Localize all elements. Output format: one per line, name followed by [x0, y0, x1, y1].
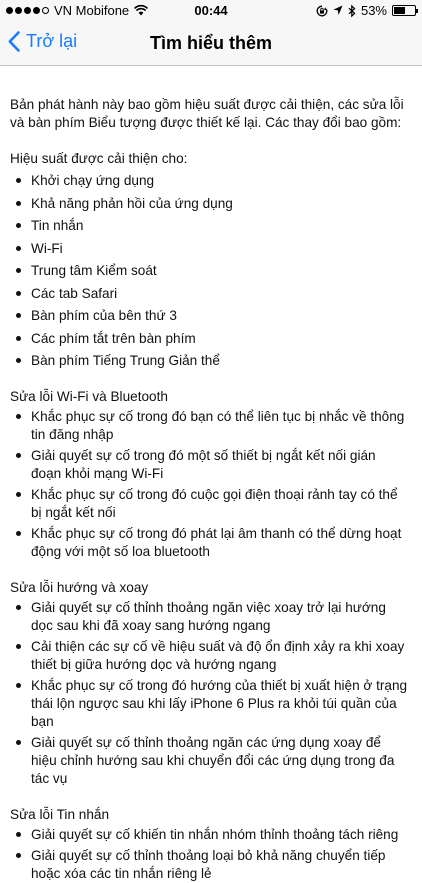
list-item: Tin nhắn — [10, 217, 408, 235]
navigation-bar — [0, 22, 422, 66]
bullet-list — [10, 172, 408, 370]
section-title: Sửa lỗi Tin nhắn — [10, 807, 110, 822]
list-item: Wi-Fi — [10, 240, 408, 258]
list-item: Bàn phím Tiếng Trung Giản thể — [10, 352, 408, 370]
list-item: Trung tâm Kiểm soát — [10, 262, 408, 280]
bullet-list — [10, 599, 408, 788]
section-title: Hiệu suất được cải thiện cho: — [10, 151, 188, 166]
section-performance — [10, 150, 408, 370]
battery-icon — [392, 5, 416, 16]
section-wifi-bluetooth — [10, 388, 408, 561]
intro-text: Bản phát hành này bao gồm hiệu suất được cải thiện, các sửa lỗi và bàn phím Biểu tượng được thiết kế lại. Các thay đổi bao gồm: — [10, 97, 404, 130]
status-right — [316, 3, 416, 18]
list-item: Giải quyết sự cố thỉnh thoảng ngăn các ứng dụng xoay để hiệu chỉnh hướng sau khi chuyển đổi các ứng dụng trong đa tác vụ — [10, 734, 408, 788]
section-messages — [10, 806, 408, 883]
list-item: Các tab Safari — [10, 285, 408, 303]
section-orientation — [10, 579, 408, 788]
back-label: Trở lại — [26, 31, 78, 51]
carrier-name: VN Mobifone — [54, 3, 130, 18]
list-item: Bàn phím của bên thứ 3 — [10, 307, 408, 325]
battery-percent: 53% — [360, 3, 387, 18]
status-time: 00:44 — [194, 3, 228, 18]
bullet-list — [10, 826, 408, 883]
list-item: Khắc phục sự cố trong đó phát lại âm thanh có thể dừng hoạt động với một số loa bluetooth — [10, 525, 408, 561]
list-item: Cải thiện các sự cố về hiệu suất và độ ổn định xảy ra khi xoay thiết bị giữa hướng dọc và hướng ngang — [10, 638, 408, 674]
page-title: Tìm hiểu thêm — [149, 33, 272, 53]
list-item: Giải quyết sự cố thỉnh thoảng loại bỏ khả năng chuyển tiếp hoặc xóa các tin nhắn riêng lẻ — [10, 847, 408, 883]
list-item: Khắc phục sự cố trong đó cuộc gọi điện thoại rảnh tay có thể bị ngắt kết nối — [10, 486, 408, 522]
list-item: Giải quyết sự cố khiến tin nhắn nhóm thỉnh thoảng tách riêng — [10, 826, 408, 844]
list-item: Khởi chạy ứng dụng — [10, 172, 408, 190]
orientation-lock-icon — [316, 5, 328, 17]
bullet-list — [10, 408, 408, 561]
release-notes[interactable] — [0, 66, 422, 881]
bluetooth-icon — [348, 5, 356, 17]
list-item: Các phím tắt trên bàn phím — [10, 330, 408, 348]
location-icon — [333, 5, 343, 16]
list-item: Giải quyết sự cố thỉnh thoảng ngăn việc xoay trở lại hướng dọc sau khi đã xoay sang hướng ngang — [10, 599, 408, 635]
list-item: Khả năng phản hồi của ứng dụng — [10, 195, 408, 213]
section-title: Sửa lỗi hướng và xoay — [10, 580, 149, 595]
list-item: Khắc phục sự cố trong đó hướng của thiết bị xuất hiện ở trạng thái lộn ngược sau khi lấy iPhone 6 Plus ra khỏi túi quần của bạn — [10, 677, 408, 731]
list-item: Giải quyết sự cố trong đó một số thiết bị ngắt kết nối gián đoạn khỏi mạng Wi-Fi — [10, 447, 408, 483]
section-title: Sửa lỗi Wi-Fi và Bluetooth — [10, 389, 168, 404]
list-item: Khắc phục sự cố trong đó bạn có thể liên tục bị nhắc về thông tin đăng nhập — [10, 408, 408, 444]
status-bar — [0, 0, 422, 22]
